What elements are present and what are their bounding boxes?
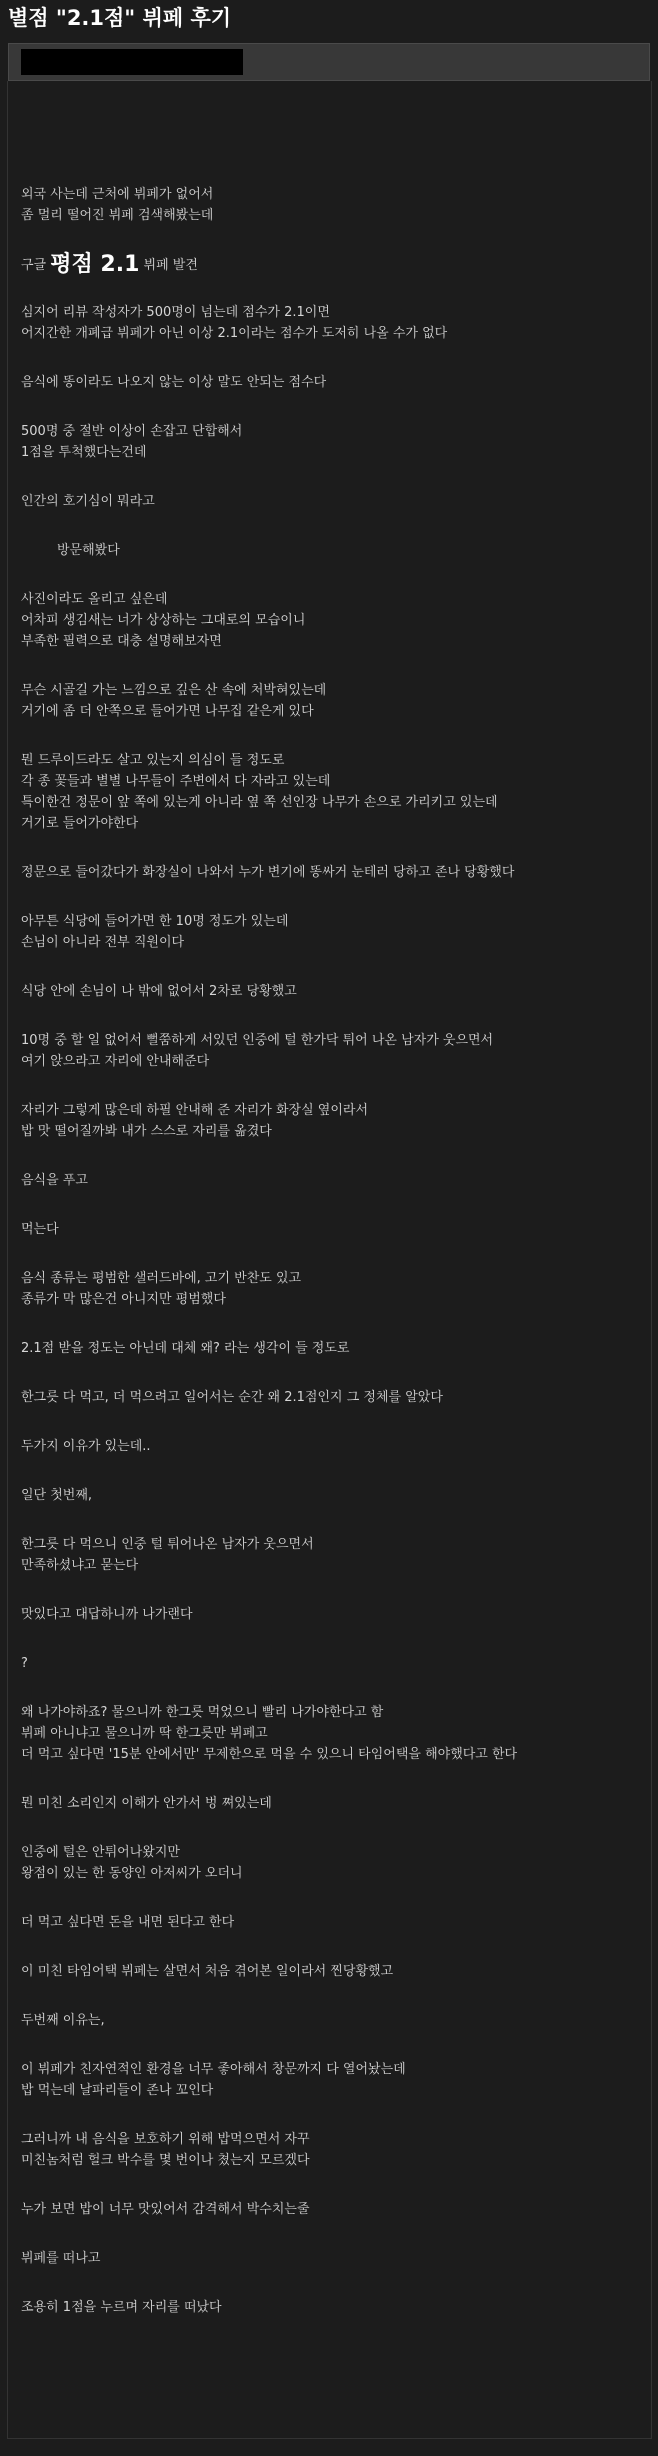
post-text-line: 뭔 드루이드라도 살고 있는지 의심이 들 정도로 <box>21 753 285 768</box>
post-text-line: 각 종 꽃들과 별별 나무들이 주변에서 다 자라고 있는데 <box>21 774 331 789</box>
post-text-line: 두번째 이유는, <box>21 2013 105 2028</box>
post-paragraph <box>21 2248 651 2269</box>
post-text-line: 만족하셨냐고 묻는다 <box>21 1558 139 1573</box>
post-paragraph <box>21 1842 651 1884</box>
post-text-line: 일단 첫번째, <box>21 1488 93 1503</box>
post-text-line: 밥 맛 떨어질까봐 내가 스스로 자리를 옮겼다 <box>21 1124 272 1139</box>
post-header <box>0 0 658 81</box>
post-meta-bar <box>8 43 650 81</box>
post-paragraph <box>21 1961 651 1982</box>
post-paragraph <box>21 981 651 1002</box>
post-paragraph <box>21 302 651 344</box>
post-text-line: 이 미친 타임어택 뷔페는 살면서 처음 겪어본 일이라서 찐당황했고 <box>21 1964 394 1979</box>
post-text-line: 아무튼 식당에 들어가면 한 10명 정도가 있는데 <box>21 914 289 929</box>
post-paragraph <box>21 421 651 463</box>
post-text-line: 심지어 리뷰 작성자가 500명이 넘는데 점수가 2.1이면 <box>21 305 330 320</box>
post-text-line: 밥 먹는데 날파리들이 존나 꼬인다 <box>21 2083 214 2098</box>
post-paragraph <box>21 1604 651 1625</box>
post-text-line: 먹는다 <box>21 1222 59 1237</box>
indented-line: 방문해봤다 <box>57 543 120 558</box>
post-paragraph <box>21 2129 651 2171</box>
post-text-line: 음식 종류는 평범한 샐러드바에, 고기 반찬도 있고 <box>21 1271 302 1286</box>
post-text-line: 외국 사는데 근처에 뷔페가 없어서 <box>21 187 214 202</box>
post-paragraph <box>21 540 651 561</box>
post-text-line: 10명 중 할 일 없어서 뻘쭘하게 서있던 인중에 털 한가닥 튀어 나온 남자가 웃으면서 <box>21 1033 494 1048</box>
post-text-line: 뭔 미친 소리인지 이해가 안가서 벙 쪄있는데 <box>21 1796 272 1811</box>
post-text-line: 1점을 투척했다는건데 <box>21 445 147 460</box>
highlight-suffix: 뷔페 발견 <box>139 258 198 273</box>
post-text-line: 특이한건 정문이 앞 쪽에 있는게 아니라 옆 쪽 선인장 나무가 손으로 가리키고 있는데 <box>21 795 498 810</box>
post-text-line: 누가 보면 밥이 너무 맛있어서 감격해서 박수치는줄 <box>21 2202 310 2217</box>
post-paragraph <box>21 1793 651 1814</box>
post-text-line: 거기에 좀 더 안쪽으로 들어가면 나무집 같은게 있다 <box>21 704 314 719</box>
post-paragraph <box>21 2199 651 2220</box>
post-text-line: 두가지 이유가 있는데.. <box>21 1439 151 1454</box>
post-text-line: 사진이라도 올리고 싶은데 <box>21 592 168 607</box>
post-text-line: 더 먹고 싶다면 돈을 내면 된다고 한다 <box>21 1915 235 1930</box>
post-paragraph <box>21 911 651 953</box>
rating-highlight-line <box>21 254 651 276</box>
post-text-line: 한그릇 다 먹고, 더 먹으려고 일어서는 순간 왜 2.1점인지 그 정체를 알았다 <box>21 1390 443 1405</box>
post-text-line: 왕점이 있는 한 동양인 아저씨가 오더니 <box>21 1866 243 1881</box>
post-text-line: 미친놈처럼 헐크 박수를 몇 번이나 쳤는지 모르겠다 <box>21 2153 310 2168</box>
post-paragraph <box>21 1338 651 1359</box>
post-text-line: 인간의 호기심이 뭐라고 <box>21 494 155 509</box>
post-body <box>7 81 652 2439</box>
post-paragraph <box>21 1219 651 1240</box>
post-text-line: 뷔페를 떠나고 <box>21 2251 101 2266</box>
post-text-line: 맛있다고 대답하니까 나가랜다 <box>21 1607 193 1622</box>
post-text-line: 좀 멀리 떨어진 뷔페 검색해봤는데 <box>21 208 214 223</box>
post-text-line: 왜 나가야하죠? 물으니까 한그릇 먹었으니 빨리 나가야한다고 함 <box>21 1705 384 1720</box>
post-paragraph <box>21 2059 651 2101</box>
post-text-line: 뷔페 아니냐고 물으니까 딱 한그릇만 뷔페고 <box>21 1726 268 1741</box>
post-text-line: 손님이 아니라 전부 직원이다 <box>21 935 185 950</box>
post-text-line: 종류가 막 많은건 아니지만 평범했다 <box>21 1292 226 1307</box>
highlight-prefix: 구글 <box>21 258 51 273</box>
post-paragraph <box>21 1485 651 1506</box>
post-text-line: 무슨 시골길 가는 느낌으로 깊은 산 속에 처박혀있는데 <box>21 683 327 698</box>
post-paragraph <box>21 1912 651 1933</box>
post-text-line: 정문으로 들어갔다가 화장실이 나와서 누가 변기에 똥싸거 눈테러 당하고 존나 당황했다 <box>21 865 515 880</box>
post-paragraph <box>21 491 651 512</box>
post-paragraph <box>21 1100 651 1142</box>
post-text-line: 자리가 그렇게 많은데 하필 안내해 준 자리가 화장실 옆이라서 <box>21 1103 369 1118</box>
post-text-line: 2.1점 받을 정도는 아닌데 대체 왜? 라는 생각이 들 정도로 <box>21 1341 350 1356</box>
post-text-line: 그러니까 내 음식을 보호하기 위해 밥먹으면서 자꾸 <box>21 2132 310 2147</box>
redacted-author-box <box>21 49 243 75</box>
post-paragraph <box>21 1170 651 1191</box>
post-paragraph <box>21 1387 651 1408</box>
post-text-line: 어지간한 개폐급 뷔페가 아닌 이상 2.1이라는 점수가 도저히 나올 수가 없다 <box>21 326 448 341</box>
post-paragraph <box>21 862 651 883</box>
post-paragraph <box>21 2010 651 2031</box>
post-text-line: 음식에 똥이라도 나오지 않는 이상 말도 안되는 점수다 <box>21 375 327 390</box>
post-text-line: 이 뷔페가 친자연적인 환경을 너무 좋아해서 창문까지 다 열어놨는데 <box>21 2062 406 2077</box>
post-text-line: 더 먹고 싶다면 '15분 안에서만' 무제한으로 먹을 수 있으니 타임어택을 해야했다고 한다 <box>21 1747 518 1762</box>
post-text-line: 인중에 털은 안튀어나왔지만 <box>21 1845 180 1860</box>
post-text-line: 거기로 들어가야한다 <box>21 816 139 831</box>
post-paragraph <box>21 254 651 276</box>
post-paragraph <box>21 1534 651 1576</box>
post-paragraph <box>21 184 651 226</box>
post-text-line: 한그릇 다 먹으니 인중 털 튀어나온 남자가 웃으면서 <box>21 1537 314 1552</box>
post-text-line: 500명 중 절반 이상이 손잡고 단합해서 <box>21 424 243 439</box>
post-paragraph <box>21 2297 651 2318</box>
post-text-line: 식당 안에 손님이 나 밖에 없어서 2차로 당황했고 <box>21 984 297 999</box>
post-text-line: 어차피 생김새는 너가 상상하는 그대로의 모습이니 <box>21 613 306 628</box>
post-text-line: 음식을 푸고 <box>21 1173 88 1188</box>
post-paragraph <box>21 1702 651 1765</box>
post-text-line: 조용히 1점을 누르며 자리를 떠났다 <box>21 2300 222 2315</box>
post-paragraph <box>21 372 651 393</box>
rating-emphasis: 평점 2.1 <box>50 252 140 277</box>
post-text-line: ? <box>21 1656 28 1671</box>
post-paragraph <box>21 1268 651 1310</box>
post-title: 별점 "2.1점" 뷔페 후기 <box>8 6 232 30</box>
post-paragraph <box>21 1436 651 1457</box>
post-paragraph <box>21 1030 651 1072</box>
post-paragraph <box>21 750 651 834</box>
post-paragraph <box>21 1653 651 1674</box>
post-paragraph <box>21 680 651 722</box>
post-text-line: 여기 앉으라고 자리에 안내해준다 <box>21 1054 210 1069</box>
post-text-line: 부족한 필력으로 대충 설명해보자면 <box>21 634 222 649</box>
post-paragraph <box>21 589 651 652</box>
